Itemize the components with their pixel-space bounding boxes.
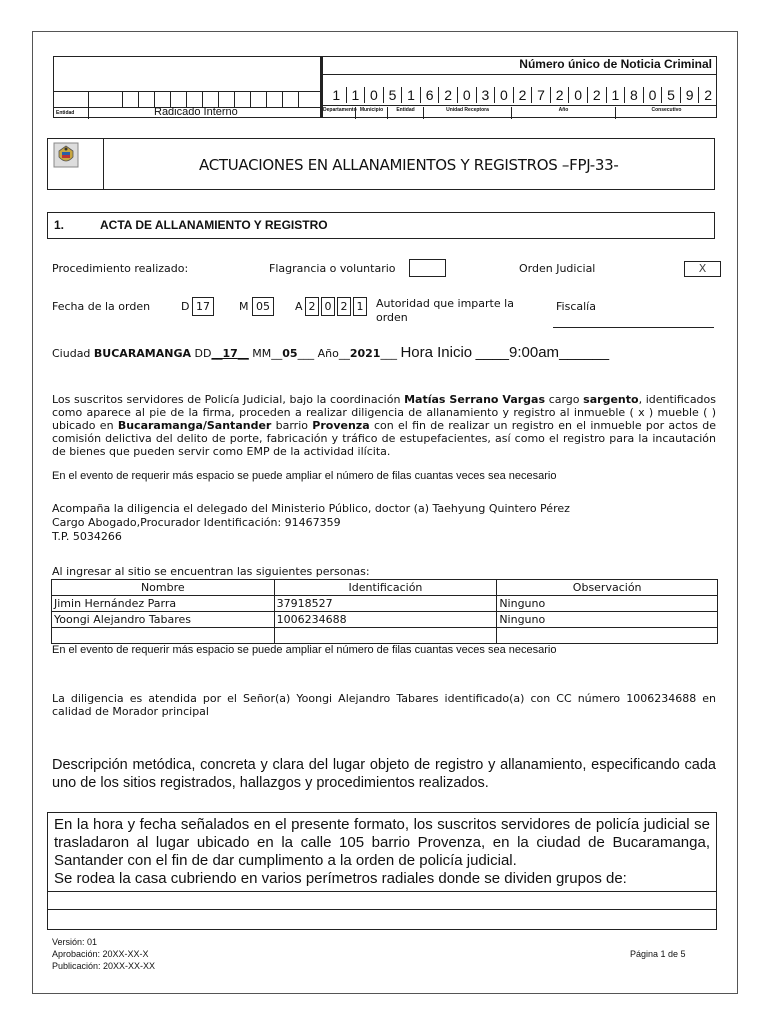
fecha-m-field[interactable]: 05 — [252, 297, 274, 316]
autoridad-value: Fiscalía — [556, 300, 596, 313]
entidad-label: Entidad — [56, 110, 75, 116]
atendida-paragraph: La diligencia es atendida por el Señor(a) Yoongi Alejandro Tabares identificado(a) con CC número 1006234688 en calidad de Morador principal — [52, 692, 716, 718]
noticia-label: Año — [511, 107, 615, 119]
section-header — [47, 212, 715, 239]
table-row — [52, 596, 718, 612]
table-cell[interactable] — [274, 628, 497, 644]
ubicacion-value: Bucaramanga/Santander — [117, 419, 272, 432]
title-block — [47, 138, 715, 190]
noticia-digit: 5 — [383, 87, 402, 103]
descripcion-box — [47, 812, 717, 930]
noticia-digit: 2 — [513, 87, 532, 103]
column-header: Observación — [497, 580, 718, 596]
radicado-label: Radicado Interno — [154, 106, 238, 118]
noticia-label: Municipio — [355, 107, 387, 119]
noticia-digit: 0 — [643, 87, 662, 103]
table-cell[interactable] — [497, 628, 718, 644]
noticia-digits — [327, 87, 717, 103]
autoridad-underline — [553, 327, 714, 328]
table-row — [52, 612, 718, 628]
year-digit: 1 — [353, 297, 367, 316]
flagrancia-label: Flagrancia o voluntario — [269, 262, 396, 275]
mm-label: MM — [252, 347, 272, 360]
orden-judicial-label: Orden Judicial — [519, 262, 596, 275]
section-number: 1. — [54, 218, 65, 232]
procedimiento-label: Procedimiento realizado: — [52, 262, 189, 275]
coordinador-name: Matías Serrano Vargas — [404, 393, 546, 406]
footer-publicacion: Publicación: 20XX-XX-XX — [52, 961, 156, 971]
noticia-label: Entidad — [387, 107, 423, 119]
noticia-digit: 3 — [476, 87, 495, 103]
noticia-digit: 0 — [494, 87, 513, 103]
radicado-block — [53, 56, 321, 118]
noticia-digit: 0 — [457, 87, 476, 103]
table-header-row — [52, 580, 718, 596]
ministerio-line-3: T.P. 5034266 — [52, 530, 122, 543]
year-digit: 2 — [337, 297, 351, 316]
column-header: Identificación — [274, 580, 497, 596]
noticia-digit: 1 — [346, 87, 365, 103]
noticia-digit: 9 — [680, 87, 699, 103]
fecha-d-label: D — [181, 300, 190, 313]
noticia-title: Número único de Noticia Criminal — [519, 57, 712, 71]
dd-value: 17 — [222, 347, 238, 360]
expand-note-2: En el evento de requerir más espacio se puede ampliar el número de filas cuantas veces sea necesario — [52, 644, 557, 656]
ciudad-value: BUCARAMANGA — [93, 347, 192, 360]
descripcion-body: En la hora y fecha señalados en el presente formato, los suscritos servidores de policía judicial se trasladaron al lugar ubicado en la calle 105 barrio Provenza, en la ciudad de Bucaramanga, Santander con el fin de dar cumplimento a la orden de policía judicial. Se rodea la casa cubriendo en varios perímetros radiales donde se dividen grupos de: — [54, 816, 710, 887]
noticia-label: Departamento — [323, 107, 357, 113]
hora-label: Hora Inicio — [400, 344, 473, 361]
fecha-d-field[interactable]: 17 — [192, 297, 214, 316]
footer-aprobacion: Aprobación: 20XX-XX-X — [52, 949, 149, 959]
table-cell[interactable] — [52, 628, 275, 644]
year-digit: 0 — [321, 297, 335, 316]
noticia-digit: 6 — [420, 87, 439, 103]
table-cell[interactable]: Ninguno — [497, 612, 718, 628]
barrio-value: Provenza — [312, 419, 370, 432]
personas-intro: Al ingresar al sitio se encuentran las siguientes personas: — [52, 565, 370, 578]
descripcion-title: Descripción metódica, concreta y clara del lugar objeto de registro y allanamiento, especificando cada uno de los sitios registrados, hallazgos y procedimientos realizados. — [52, 757, 716, 791]
cargo-value: sargento — [583, 393, 639, 406]
ministerio-line-2: Cargo Abogado,Procurador Identificación: 91467359 — [52, 516, 341, 529]
autoridad-label-2: orden — [376, 311, 408, 324]
noticia-digit: 1 — [401, 87, 420, 103]
document-page — [32, 31, 738, 994]
ciudad-line: Ciudad BUCARAMANGA DD__17__ MM__05___ Año__2021___ Hora Inicio ____9:00am______ — [52, 344, 610, 361]
fecha-orden-label: Fecha de la orden — [52, 300, 151, 313]
ministerio-line-1: Acompaña la diligencia el delegado del Ministerio Público, doctor (a) Taehyung Quintero Pérez — [52, 502, 570, 515]
anio-label: Año — [317, 347, 339, 360]
footer-version: Versión: 01 — [52, 937, 98, 947]
column-header: Nombre — [52, 580, 275, 596]
noticia-digit: 2 — [550, 87, 569, 103]
footer-page-number: Página 1 de 5 — [630, 949, 686, 959]
noticia-digit: 2 — [698, 87, 717, 103]
table-cell[interactable]: Yoongi Alejandro Tabares — [52, 612, 275, 628]
noticia-label: Consecutivo — [615, 107, 717, 119]
noticia-criminal-block — [321, 56, 717, 118]
table-cell[interactable]: Ninguno — [497, 596, 718, 612]
coat-of-arms-icon — [53, 142, 79, 168]
table-row — [52, 628, 718, 644]
fecha-m-label: M — [239, 300, 249, 313]
noticia-digit: 5 — [661, 87, 680, 103]
noticia-digit: 0 — [568, 87, 587, 103]
noticia-digit: 0 — [364, 87, 383, 103]
section-title: ACTA DE ALLANAMIENTO Y REGISTRO — [100, 218, 328, 232]
form-title: ACTUACIONES EN ALLANAMIENTOS Y REGISTROS –FPJ-33- — [199, 156, 619, 174]
noticia-labels — [323, 105, 717, 119]
noticia-label: Unidad Receptora — [423, 107, 511, 119]
fecha-a-field[interactable] — [305, 297, 369, 316]
noticia-digit: 7 — [531, 87, 550, 103]
orden-judicial-checkbox[interactable]: X — [684, 261, 721, 277]
table-cell[interactable]: Jimin Hernández Parra — [52, 596, 275, 612]
fecha-a-label: A — [295, 300, 303, 313]
noticia-digit: 1 — [606, 87, 625, 103]
noticia-digit: 2 — [438, 87, 457, 103]
intro-paragraph: Los suscritos servidores de Policía Judicial, bajo la coordinación Matías Serrano Vargas cargo sargento, identificados como aparece al pie de la firma, proceden a realizar diligencia de allanamiento y registro al inmueble ( x ) mueble ( ) ubicado en Bucaramanga/Santander barrio Provenza con el fin de realizar un registro en el inmueble por actos de comisión delictiva del delito de porte, fabricación y tráfico de estupefacientes, así como el registro para la incautación de bienes que pueden servir como EMP de la actividad ilícita. — [52, 393, 717, 458]
year-digit: 2 — [305, 297, 319, 316]
noticia-digit: 8 — [624, 87, 643, 103]
ciudad-label: Ciudad — [52, 347, 91, 360]
noticia-digit: 2 — [587, 87, 606, 103]
hora-value: 9:00am — [509, 344, 560, 361]
table-cell[interactable]: 1006234688 — [274, 612, 497, 628]
flagrancia-checkbox[interactable] — [409, 259, 446, 277]
anio-value: 2021 — [349, 347, 381, 360]
expand-note-1: En el evento de requerir más espacio se puede ampliar el número de filas cuantas veces sea necesario — [52, 470, 557, 482]
noticia-digit: 1 — [332, 87, 341, 103]
mm-value: 05 — [282, 347, 298, 360]
dd-label: DD — [194, 347, 212, 360]
table-cell[interactable]: 37918527 — [274, 596, 497, 612]
personas-table — [51, 579, 718, 644]
autoridad-label: Autoridad que imparte la — [376, 297, 514, 310]
radicado-cells — [54, 91, 322, 107]
